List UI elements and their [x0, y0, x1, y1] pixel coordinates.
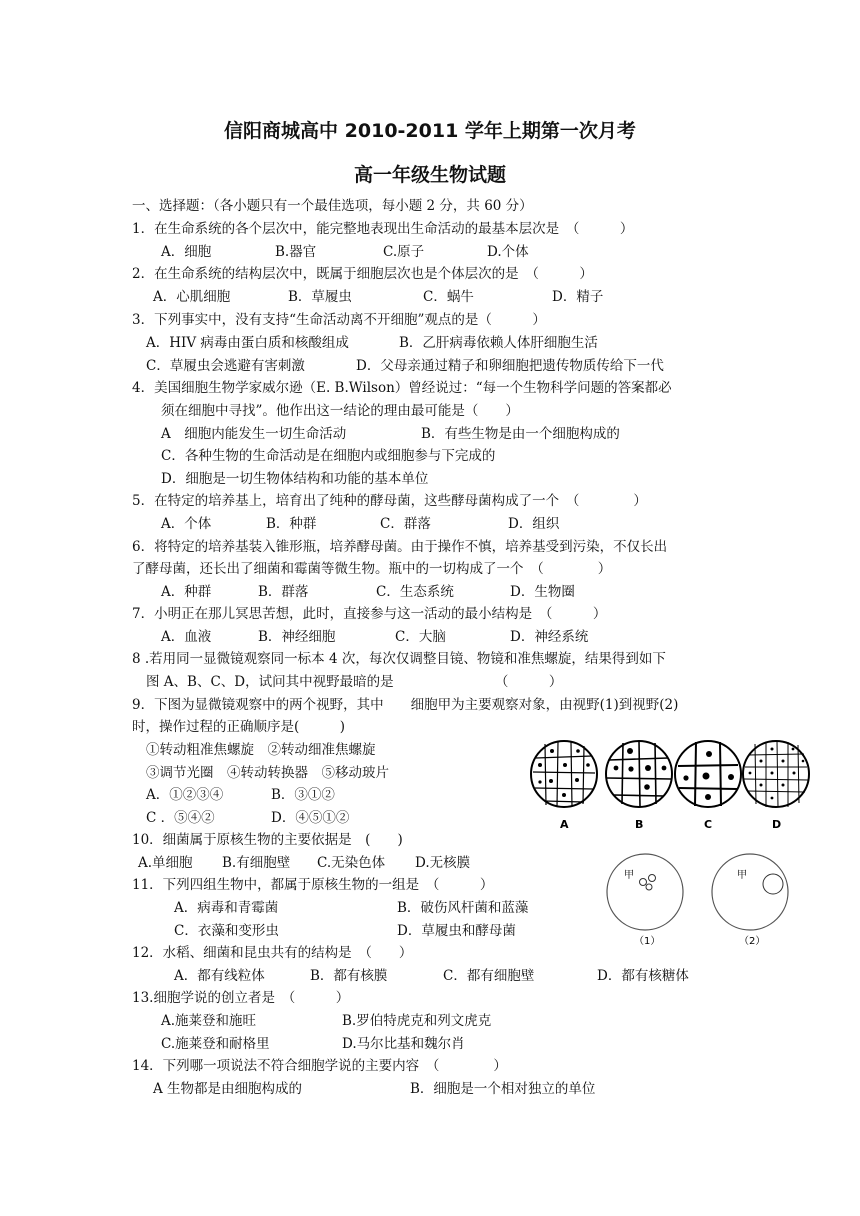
microscope-view-b [606, 741, 672, 807]
microscope-views-figure [526, 738, 816, 833]
exam-title: 信阳商城高中 2010-2011 学年上期第一次月考 [224, 120, 636, 142]
q3-option-d: D．父母亲通过精子和卵细胞把遗传物质传给下一代 [356, 358, 664, 374]
q4-option-d: D．细胞是一切生物体结构和功能的基本单位 [161, 471, 429, 487]
q11-stem: 11．下列四组生物中，都属于原核生物的一组是 （ ） [132, 877, 494, 893]
q5-option-d: D．组织 [508, 516, 560, 532]
q12-option-b: B．都有核膜 [310, 968, 388, 984]
q12-option-a: A．都有线粒体 [174, 968, 265, 984]
q4-stem: 4．美国细胞生物学家威尔逊（E. B.Wilson）曾经说过：“每一个生物科学问题的答案都必 [132, 380, 672, 396]
q2-option-d: D．精子 [552, 289, 604, 305]
q7-option-d: D．神经系统 [510, 629, 589, 645]
q6-stem-cont: 了酵母菌，还长出了细菌和霉菌等微生物。瓶中的一切构成了一个 （ ） [132, 561, 612, 577]
view-label-b: B [635, 818, 644, 831]
view-label-a: A [560, 818, 569, 831]
q4-stem-cont: 须在细胞中寻找”。他作出这一结论的理由最可能是（ ） [161, 403, 519, 419]
microscope-view-a [531, 741, 597, 807]
q14-option-a: A 生物都是由细胞构成的 [153, 1081, 303, 1097]
q9-option-c: C ．⑤④② [146, 810, 215, 826]
field-2 [712, 854, 788, 930]
q13-option-d: D.马尔比基和魏尔肖 [342, 1036, 465, 1052]
section-heading: 一、选择题：（各小题只有一个最佳选项，每小题 2 分，共 60 分） [132, 198, 533, 214]
q3-option-c: C．草履虫会逃避有害刺激 [146, 358, 305, 374]
q8-stem: 8 .若用同一显微镜观察同一标本 4 次，每次仅调整目镜、物镜和准焦螺旋，结果得到如下 [132, 651, 666, 667]
q2-option-b: B．草履虫 [288, 289, 352, 305]
q10-option-c: C.无染色体 [317, 855, 386, 871]
view-label-d: D [772, 818, 782, 831]
q8-stem-cont: 图 A、B、C、D，试问其中视野最暗的是 （ ） [146, 674, 563, 690]
field-1 [607, 854, 683, 930]
q7-stem: 7．小明正在那儿冥思苦想，此时，直接参与这一活动的最小结构是 （ ） [132, 606, 607, 622]
microscope-fields-figure [600, 850, 800, 950]
q1-option-b: B.器官 [275, 244, 317, 260]
q7-option-b: B．神经细胞 [258, 629, 336, 645]
q10-option-d: D.无核膜 [415, 855, 471, 871]
q2-stem: 2．在生命系统的结构层次中，既属于细胞层次也是个体层次的是 （ ） [132, 266, 593, 282]
q12-option-d: D．都有核糖体 [597, 968, 689, 984]
cell-label-jia-1: 甲 [624, 870, 634, 881]
q1-option-d: D.个体 [487, 244, 529, 260]
exam-subtitle: 高一年级生物试题 [353, 164, 506, 186]
q6-option-c: C．生态系统 [376, 584, 454, 600]
q3-option-b: B．乙肝病毒依赖人体肝细胞生活 [399, 335, 598, 351]
field-label-2: （2） [739, 936, 766, 947]
microscope-view-c [675, 741, 741, 807]
q10-option-b: B.有细胞壁 [222, 855, 291, 871]
q9-steps-2: ③调节光圈 ④转动转换器 ⑤移动玻片 [146, 765, 389, 781]
q13-option-c: C.施莱登和耐格里 [161, 1036, 270, 1052]
q4-option-a: A 细胞内能发生一切生命活动 [161, 426, 347, 442]
q5-option-b: B．种群 [266, 516, 317, 532]
q12-stem: 12．水稻、细菌和昆虫共有的结构是 （ ） [132, 945, 413, 961]
q10-option-a: A.单细胞 [138, 855, 193, 871]
q3-option-a: A．HIV 病毒由蛋白质和核酸组成 [146, 335, 349, 351]
q1-option-a: A．细胞 [161, 244, 212, 260]
q13-option-b: B.罗伯特虎克和列文虎克 [342, 1013, 492, 1029]
cell-label-jia-2: 甲 [737, 870, 747, 881]
q9-steps-1: ①转动粗准焦螺旋 ②转动细准焦螺旋 [146, 742, 376, 758]
field-label-1: （1） [634, 936, 661, 947]
q2-option-a: A．心肌细胞 [153, 289, 231, 305]
q11-option-c: C．衣藻和变形虫 [174, 923, 279, 939]
q7-option-c: C．大脑 [395, 629, 446, 645]
q11-option-b: B．破伤风杆菌和蓝藻 [397, 900, 529, 916]
q14-stem: 14．下列哪一项说法不符合细胞学说的主要内容 （ ） [132, 1058, 507, 1074]
q4-option-b: B．有些生物是由一个细胞构成的 [421, 426, 620, 442]
q2-option-c: C．蜗牛 [423, 289, 474, 305]
q9-option-a: A．①②③④ [146, 787, 224, 803]
q6-option-b: B．群落 [258, 584, 309, 600]
q6-option-d: D．生物圈 [510, 584, 575, 600]
q9-option-d: D．④⑤①② [271, 810, 350, 826]
q5-option-c: C．群落 [380, 516, 431, 532]
q7-option-a: A．血液 [161, 629, 212, 645]
q1-option-c: C.原子 [383, 244, 425, 260]
q9-stem: 9．下图为显微镜观察中的两个视野，其中 细胞甲为主要观察对象，由视野(1)到视野(2) [132, 697, 679, 713]
view-label-c: C [704, 818, 713, 831]
q14-option-b: B．细胞是一个相对独立的单位 [410, 1081, 596, 1097]
q5-option-a: A．个体 [161, 516, 212, 532]
q3-stem: 3．下列事实中，没有支持“生命活动离不开细胞”观点的是（ ） [132, 312, 546, 328]
q9-option-b: B．③①② [271, 787, 335, 803]
q10-stem: 10．细菌属于原核生物的主要依据是 ( ) [132, 832, 403, 848]
q11-option-a: A．病毒和青霉菌 [174, 900, 279, 916]
q4-option-c: C．各种生物的生命活动是在细胞内或细胞参与下完成的 [161, 448, 496, 464]
q6-stem: 6．将特定的培养基装入锥形瓶，培养酵母菌。由于操作不慎，培养基受到污染，不仅长出 [132, 539, 668, 555]
q9-stem-cont: 时，操作过程的正确顺序是( ) [132, 719, 346, 735]
q6-option-a: A．种群 [161, 584, 212, 600]
q1-stem: 1．在生命系统的各个层次中，能完整地表现出生命活动的最基本层次是 （ ） [132, 221, 634, 237]
q13-stem: 13.细胞学说的创立者是 （ ） [132, 990, 350, 1006]
q5-stem: 5．在特定的培养基上，培育出了纯种的酵母菌，这些酵母菌构成了一个 （ ） [132, 493, 647, 509]
microscope-view-d [743, 741, 809, 807]
q13-option-a: A.施莱登和施旺 [161, 1013, 257, 1029]
q11-option-d: D．草履虫和酵母菌 [397, 923, 516, 939]
q12-option-c: C．都有细胞壁 [443, 968, 535, 984]
